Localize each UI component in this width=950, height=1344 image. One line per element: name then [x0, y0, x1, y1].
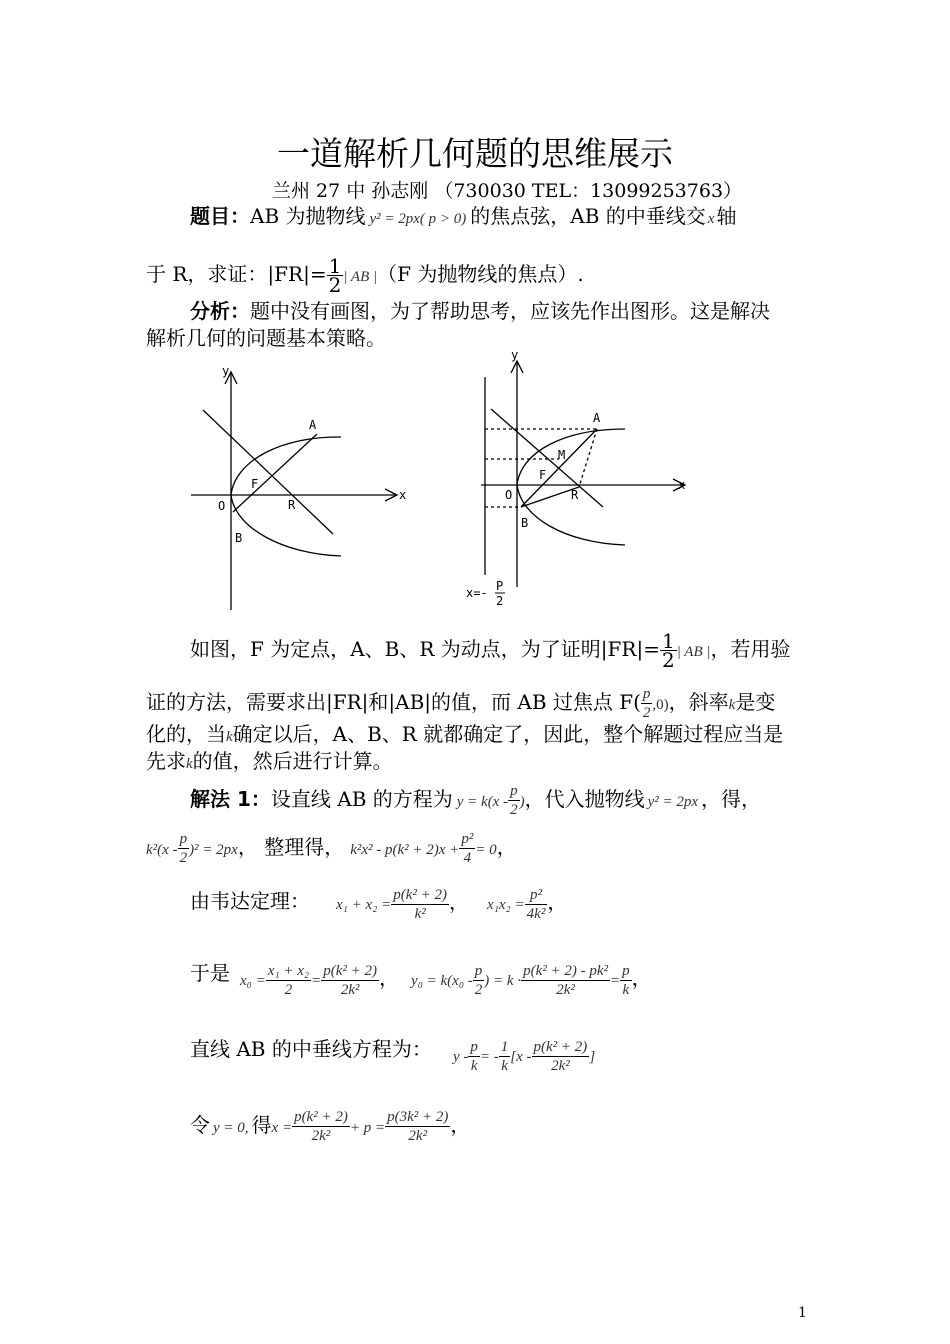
para2-p-den: 2 [642, 705, 651, 721]
para2-text-3a: 化的，当 [146, 722, 226, 746]
perp-den-1: k [470, 1058, 478, 1074]
para2-text-4b: 的值，然后进行计算。 [192, 749, 393, 773]
eq-quad-num: p² [461, 831, 474, 847]
y0-eq: = [610, 973, 621, 989]
vieta-comma-1: ， [449, 890, 470, 914]
x0-den-1: 2 [284, 982, 293, 998]
eq-sub-frac [178, 830, 190, 867]
author-line: 兰州 27 中 孙志刚 （730030 TEL：13099253763） [272, 180, 743, 202]
final-num-2: p(3k² + 2) [387, 1109, 449, 1125]
para2-text-4a: 先求 [146, 749, 186, 773]
solution-text-1: 设直线 AB 的方程为 [270, 787, 453, 811]
solution-text-3: ，得， [701, 787, 762, 811]
fig1-label-x: x [399, 488, 407, 502]
eq-quad-lhs: k²x² - p(k² + 2)x + [350, 842, 460, 858]
eq-line-num: p [510, 783, 518, 799]
y0-den-3: k [622, 982, 630, 998]
vieta-formulas [336, 886, 567, 923]
para2-line-4 [146, 748, 393, 778]
x0-frac-2 [321, 962, 379, 999]
vieta-comma-2: ， [547, 890, 568, 914]
perp-mid: = - [479, 1049, 499, 1065]
perp-formula [453, 1038, 595, 1075]
x0-num-1: x₁ + x₂ [267, 963, 310, 979]
analysis-line-1 [190, 298, 770, 325]
y0-frac-2 [521, 962, 610, 999]
para2-text-2b: ,0) [652, 697, 669, 713]
fig2-label-r: R [571, 488, 579, 502]
fig2-label-o: O [505, 488, 513, 502]
page-number: 1 [798, 1305, 807, 1321]
eq-line-den: 2 [510, 802, 518, 818]
vieta-sum-lhs: x₁ + x₂ = [336, 897, 392, 913]
perp-end: ] [589, 1049, 596, 1065]
half-num: 1 [328, 254, 342, 278]
eq-quad-rhs: = 0 [475, 842, 497, 858]
y0-lhs: y₀ = k(x₀ - [411, 973, 473, 989]
fig1-chord-ab [233, 434, 317, 512]
eq-line-rhs: ) [519, 794, 525, 810]
analysis-text-1: 题中没有画图，为了帮助思考，应该先作出图形。这是解决 [250, 299, 770, 323]
solution-text-4: ， 整理得， [237, 835, 345, 859]
half-fraction [327, 254, 344, 297]
perp-frac-3 [532, 1038, 590, 1075]
y0-num-2: p(k² + 2) - pk² [523, 963, 608, 979]
fig1-label-a: A [309, 418, 317, 432]
problem-text-2: 的焦点弦，AB 的中垂线交 [470, 204, 706, 228]
fig2-directrix-lhs: x=- [466, 586, 488, 600]
eq-sub-lhs: k²(x - [146, 842, 178, 858]
final-den-1: 2k² [311, 1128, 331, 1144]
vieta-prod-lhs: x₁x₂ = [487, 897, 525, 913]
midpoint-label: 于是 [190, 961, 230, 985]
y0-frac-3 [620, 962, 632, 999]
problem-label: 题目： [190, 204, 250, 228]
midpoint-comma-1: ， [379, 966, 400, 990]
fig1-parabola [231, 437, 341, 556]
perp-bracket: [x - [510, 1049, 532, 1065]
solution-text-2: ，代入抛物线 [524, 787, 645, 811]
para2-text-1b: ，若用验 [710, 637, 791, 661]
perp-frac-2 [499, 1038, 511, 1075]
para2-half [660, 629, 677, 672]
para2-line-1 [190, 629, 791, 672]
para2-line-3 [146, 721, 783, 751]
perp-num-1: p [470, 1039, 478, 1055]
final-cond: y = 0, [213, 1120, 249, 1136]
final-frac-1 [292, 1108, 350, 1145]
solution-line-2 [146, 830, 517, 867]
fig1-label-f: F [251, 477, 259, 491]
fig2-label-m: M [558, 448, 566, 462]
solution-label: 解法 1： [190, 787, 271, 811]
perp-frac-1 [468, 1038, 480, 1075]
eq-quad-den: 4 [463, 850, 472, 866]
eq-quad-frac [459, 830, 475, 867]
para2-line-2 [146, 685, 775, 722]
problem-line2-b: （F 为抛物线的焦点）. [377, 262, 584, 286]
perp-den-2: k [501, 1058, 508, 1074]
para2-k-3: k [186, 756, 193, 772]
final-lhs: x = [271, 1120, 293, 1136]
fig2-label-x: x [678, 478, 686, 492]
fig1-label-r: R [288, 498, 296, 512]
y0-den-1: 2 [474, 982, 483, 998]
fig1-label-b: B [235, 531, 243, 545]
perp-num-2: 1 [500, 1039, 509, 1055]
para2-text-2a: 证的方法，需要求出|FR|和|AB|的值，而 AB 过焦点 F( [146, 690, 641, 714]
figure-2 [455, 347, 695, 617]
final-comma: ， [450, 1113, 471, 1137]
x0-eq: = [311, 973, 322, 989]
abs-ab: | AB | [343, 269, 378, 285]
eq-parab: y² = 2px [647, 794, 699, 810]
axis-symbol: x [707, 211, 715, 227]
x0-frac-1 [266, 962, 311, 999]
analysis-line-2: 解析几何的问题基本策略。 [146, 326, 386, 350]
y0-mid: ) = k · [484, 973, 522, 989]
fig2-label-y: y [511, 348, 519, 362]
vieta-label: 由韦达定理： [190, 889, 310, 913]
final-label: 令 [190, 1113, 210, 1137]
fig1-label-y: y [222, 364, 230, 378]
eq-sub-rhs: )² = 2px [189, 842, 238, 858]
fig2-label-b: B [521, 516, 529, 530]
para2-text-2c: ，斜率 [668, 690, 729, 714]
final-frac-2 [385, 1108, 450, 1145]
figure-1 [185, 360, 425, 615]
half-den: 2 [328, 273, 342, 297]
final-plus: + p = [349, 1120, 386, 1136]
x0-num-2: p(k² + 2) [323, 963, 378, 979]
problem-text-1: AB 为抛物线 [250, 204, 366, 228]
final-num-1: p(k² + 2) [294, 1109, 348, 1125]
vieta-prod-frac [525, 886, 548, 923]
para2-abs-ab: | AB | [676, 644, 711, 660]
problem-text-3: 轴 [716, 204, 737, 228]
perp-den-3: 2k² [551, 1058, 570, 1074]
x0-lhs: x₀ = [240, 973, 266, 989]
para2-text-3b: 确定以后，A、B、R 就都确定了，因此，整个解题过程应当是 [232, 722, 784, 746]
perp-label: 直线 AB 的中垂线方程为： [190, 1037, 432, 1061]
para2-half-num: 1 [661, 629, 675, 653]
midpoint-comma-2: ， [631, 966, 652, 990]
analysis-label: 分析： [190, 299, 250, 323]
y0-frac-1 [473, 962, 485, 999]
vieta-sum-frac [391, 886, 449, 923]
eq-line-lhs: y = k(x - [456, 794, 509, 810]
page-title: 一道解析几何题的思维展示 [277, 134, 673, 173]
para2-text-2d: 是变 [735, 690, 776, 714]
vieta-sum-num: p(k² + 2) [393, 887, 448, 903]
vieta-sum-den: k² [414, 906, 426, 922]
fig1-label-o: O [218, 499, 226, 513]
fig2-directrix-den: 2 [496, 594, 504, 608]
midpoint-formulas [240, 962, 652, 999]
final-den-2: 2k² [408, 1128, 428, 1144]
eq-line-frac [508, 782, 520, 819]
vieta-prod-num: p² [525, 886, 548, 905]
problem-line-2 [146, 254, 584, 297]
fig2-label-a: A [593, 411, 601, 425]
fig2-directrix-num: P [496, 579, 504, 593]
para2-half-den: 2 [661, 648, 675, 672]
eq-sub-den: 2 [179, 850, 188, 866]
solution-line-1 [190, 782, 761, 819]
solution-text-5: ， [496, 835, 517, 859]
perp-lhs: y - [453, 1049, 469, 1065]
perp-num-3: p(k² + 2) [533, 1039, 588, 1055]
para2-text-1a: 如图，F 为定点，A、B、R 为动点，为了证明|FR|= [190, 637, 660, 661]
x0-den-2: 2k² [340, 982, 360, 998]
vieta-prod-den: 4k² [526, 906, 546, 922]
problem-line2-a: 于 R，求证：|FR|= [146, 262, 327, 286]
problem-line-1 [190, 203, 736, 233]
final-de: 得 [251, 1113, 272, 1137]
para2-k-1: k [728, 697, 736, 713]
fig2-label-f: F [539, 468, 547, 482]
eq-sub-num: p [179, 831, 188, 847]
y0-num-3: p [622, 963, 630, 979]
para2-p-half [641, 685, 653, 722]
para2-k-2: k [226, 729, 233, 745]
y0-num-1: p [474, 963, 483, 979]
parabola-equation: y² = 2px( p > 0) [369, 211, 467, 227]
final-line [190, 1108, 470, 1145]
para2-p-num: p [642, 686, 651, 702]
y0-den-2: 2k² [556, 982, 575, 998]
